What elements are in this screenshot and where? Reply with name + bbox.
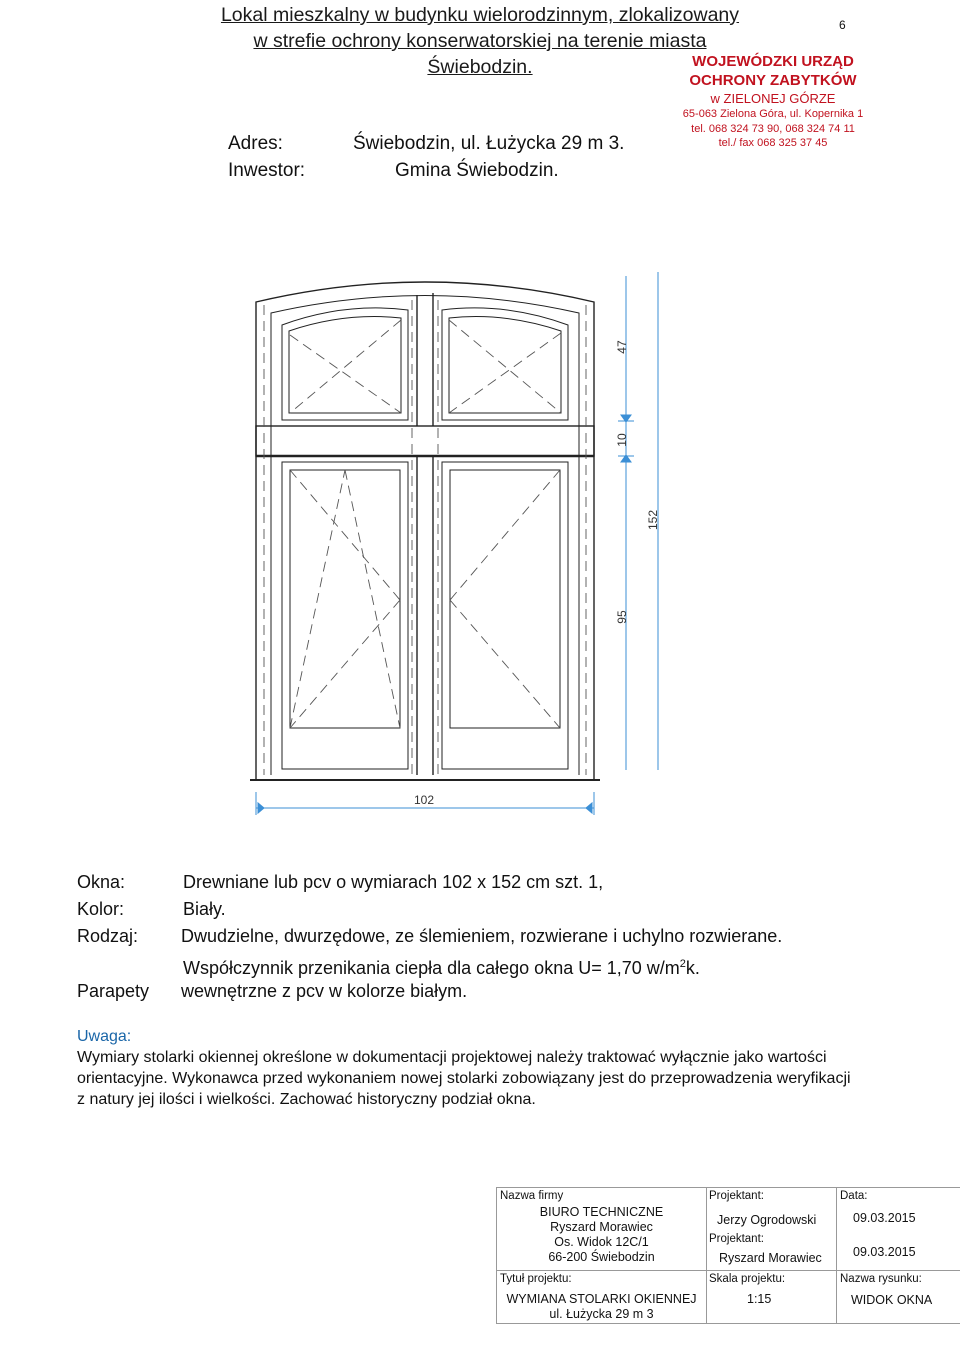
scale-label: Skala projektu: <box>709 1273 786 1285</box>
date-2: 09.03.2015 <box>853 1245 916 1259</box>
dim-total-height: 152 <box>646 509 660 531</box>
upper-left-sash <box>282 308 408 420</box>
okna-value: Drewniane lub pcv o wymiarach 102 x 152 cm szt. 1, <box>183 872 604 892</box>
title-line-2: w strefie ochrony konserwatorskiej na terenie miasta <box>253 30 707 52</box>
stamp-line-3: w ZIELONEJ GÓRZE <box>710 91 836 106</box>
kolor-label: Kolor: <box>77 899 125 919</box>
date-label: Data: <box>840 1190 868 1202</box>
lower-left-sash <box>282 462 408 769</box>
coef-sup: 2 <box>679 958 686 970</box>
note-block <box>77 1026 957 1110</box>
lower-right-sash <box>442 462 568 769</box>
designer-1: Jerzy Ogrodowski <box>717 1213 817 1227</box>
note-heading: Uwaga: <box>77 1028 132 1045</box>
project-title <box>497 1292 706 1322</box>
transom-bar <box>256 426 594 456</box>
firm-line-4: 66-200 Świebodzin <box>548 1250 655 1264</box>
project-title-line-2: ul. Łużycka 29 m 3 <box>549 1307 654 1321</box>
stamp-line-4: 65-063 Zielona Góra, ul. Kopernika 1 <box>682 108 864 120</box>
note-line-1: Wymiary stolarki okiennej określone w dokumentacji projektowej należy traktować wyłącznie jako wartości <box>77 1049 827 1066</box>
coef-end: k. <box>685 958 700 978</box>
stamp-line-5: tel. 068 324 73 90, 068 324 74 11 <box>691 122 855 135</box>
rodzaj-value: Dwudzielne, dwurzędowe, ze ślemieniem, rozwierane i uchylno rozwierane. <box>181 926 783 946</box>
parapety-value: wewnętrzne z pcv w kolorze białym. <box>181 981 468 1001</box>
note-line-3: z natury jej ilości i wielkości. Zachować historyczny podział okna. <box>77 1091 536 1108</box>
conservation-office-stamp <box>660 52 886 151</box>
drawing-name-value: WIDOK OKNA <box>851 1293 933 1307</box>
window-elevation-drawing <box>0 260 960 830</box>
page-number: 6 <box>839 18 846 32</box>
investor-value: Gmina Świebodzin. <box>395 160 559 181</box>
address-value: Świebodzin, ul. Łużycka 29 m 3. <box>353 133 625 154</box>
kolor-value: Biały. <box>183 899 226 919</box>
firm-line-2: Ryszard Morawiec <box>550 1220 653 1234</box>
rodzaj-label: Rodzaj: <box>77 926 139 946</box>
firm-label: Nazwa firmy <box>500 1190 564 1202</box>
parapety-label: Parapety <box>77 981 150 1001</box>
designer-label-1: Projektant: <box>709 1190 764 1202</box>
okna-label: Okna: <box>77 872 126 892</box>
designer-2: Ryszard Morawiec <box>719 1251 822 1265</box>
designer-label-2: Projektant: <box>709 1233 764 1245</box>
dim-top-section: 47 <box>615 340 629 354</box>
stamp-line-2: OCHRONY ZABYTKÓW <box>689 72 857 89</box>
firm-line-3: Os. Widok 12C/1 <box>554 1235 649 1249</box>
firm-line-1: BIURO TECHNICZNE <box>539 1205 664 1219</box>
title-block <box>496 1187 960 1324</box>
title-line-1: Lokal mieszkalny w budynku wielorodzinnym, zlokalizowany <box>220 4 740 26</box>
firm-name <box>497 1205 706 1265</box>
dim-transom: 10 <box>615 433 629 447</box>
stamp-line-6: tel./ fax 068 325 37 45 <box>718 137 828 149</box>
project-title-line-1: WYMIANA STOLARKI OKIENNEJ <box>506 1292 697 1306</box>
date-1: 09.03.2015 <box>853 1211 916 1225</box>
address-label: Adres: <box>228 133 283 154</box>
project-title-label: Tytuł projektu: <box>500 1273 572 1285</box>
dim-width: 102 <box>413 793 435 807</box>
scale-value: 1:15 <box>747 1292 772 1306</box>
stamp-line-1: WOJEWÓDZKI URZĄD <box>692 53 854 70</box>
investor-label: Inwestor: <box>228 160 306 181</box>
outer-frame <box>256 282 594 780</box>
title-line-3: Świebodzin. <box>427 56 533 78</box>
dim-lower-section: 95 <box>615 610 629 624</box>
coef-text: Współczynnik przenikania ciepła dla całego okna U= 1,70 w/m <box>183 958 680 978</box>
note-line-2: orientacyjne. Wykonawca przed wykonaniem nowej stolarki zobowiązany jest do przeprowadzenia weryfikacji <box>77 1070 851 1087</box>
drawing-name-label: Nazwa rysunku: <box>840 1273 922 1285</box>
